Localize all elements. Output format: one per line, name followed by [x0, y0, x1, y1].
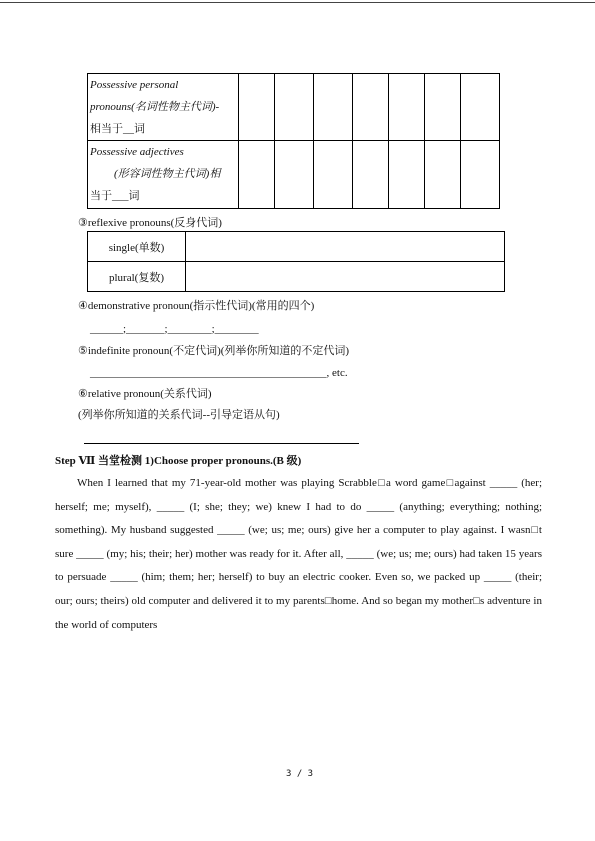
possessive-table	[87, 73, 500, 209]
row-header	[88, 74, 239, 141]
row-label-line: Possessive personal	[90, 79, 179, 91]
page-number: 3 / 3	[286, 769, 314, 779]
table-row	[88, 74, 500, 141]
table-cell[interactable]	[353, 74, 389, 141]
row-label-line: Possessive adjectives	[90, 146, 184, 158]
row-label-line: (形容词性物主代词)相	[114, 168, 221, 180]
step-title: Step Ⅶ 当堂检测 1)Choose proper pronouns.(B 级)	[55, 455, 302, 467]
table-cell[interactable]	[186, 262, 505, 292]
row-label: plural(复数)	[88, 262, 186, 292]
row-header	[88, 141, 239, 209]
row-label-line: 相当于__词	[90, 123, 145, 135]
table-row	[88, 232, 505, 262]
table-row	[88, 141, 500, 209]
row-label: single(单数)	[88, 232, 186, 262]
table-cell[interactable]	[314, 74, 353, 141]
table-cell[interactable]	[186, 232, 505, 262]
table-cell[interactable]	[275, 74, 314, 141]
table-cell[interactable]	[275, 141, 314, 209]
table-cell[interactable]	[425, 141, 461, 209]
table-cell[interactable]	[461, 74, 500, 141]
passage	[55, 472, 542, 637]
row-label-line: 当于___词	[90, 190, 140, 202]
page-top-rule	[0, 2, 595, 3]
table-cell[interactable]	[461, 141, 500, 209]
section-4-blanks[interactable]: ______;_______;________;________	[90, 323, 259, 335]
table-cell[interactable]	[353, 141, 389, 209]
table-row	[88, 262, 505, 292]
answer-line[interactable]	[84, 443, 359, 444]
section-3-label: ③reflexive pronouns(反身代词)	[78, 217, 222, 229]
table-cell[interactable]	[239, 74, 275, 141]
table-cell[interactable]	[425, 74, 461, 141]
passage-text: When I learned that my 71-year-old mother was playing Scrabble□a word game□against _____ (her; herself; me; myself), _____ (I; she; they; we) knew I had to do _____ (anything; everything; nothing; something). My husband suggested _____ (we; us; me; ours) give her a computer to play against. I wasn□t sure _____ (my; his; their; her) mother was ready for it. After all, _____ (we; us; me; ours) had taken 15 years to persuade _____ (him; them; her; herself) to buy an electric cooker. Even so, we packed up _____ (their; our; ours; theirs) old computer and delivered it to my parents□home. And so began my mother□s adventure in the world of computers	[55, 477, 542, 631]
row-label-line: pronouns(名词性物主代词)-	[90, 101, 220, 113]
table-cell[interactable]	[389, 141, 425, 209]
section-5-blank[interactable]: ___________________________________________, etc.	[90, 367, 348, 379]
section-6-label: ⑥relative pronoun(关系代词)	[78, 388, 212, 400]
table-cell[interactable]	[239, 141, 275, 209]
section-5-label: ⑤indefinite pronoun(不定代词)(列举你所知道的不定代词)	[78, 345, 350, 357]
section-6-note: (列举你所知道的关系代词--引导定语从句)	[78, 409, 280, 421]
reflexive-table	[87, 231, 505, 292]
section-4-label: ④demonstrative pronoun(指示性代词)(常用的四个)	[78, 300, 315, 312]
table-cell[interactable]	[314, 141, 353, 209]
table-cell[interactable]	[389, 74, 425, 141]
